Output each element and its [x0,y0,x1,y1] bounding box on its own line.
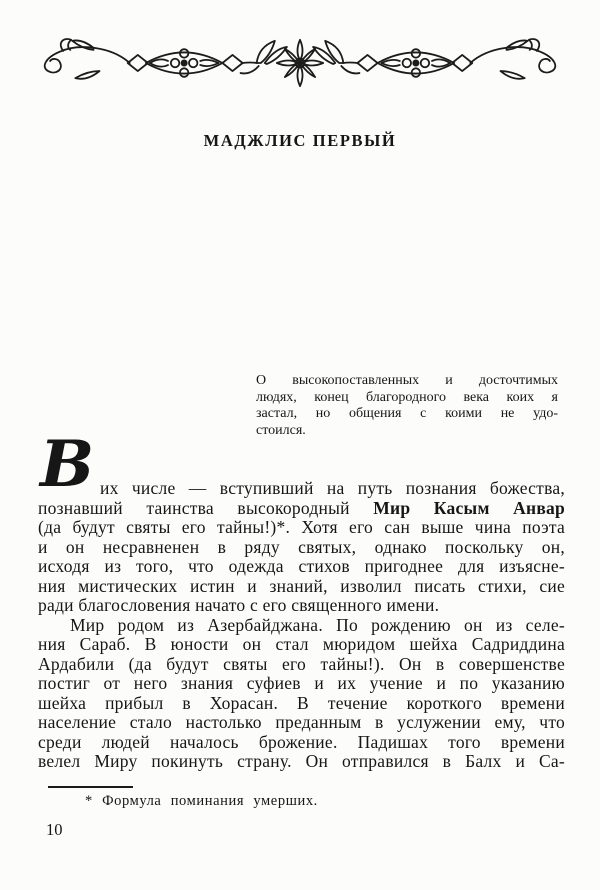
footnote-divider [48,786,133,788]
floral-ornament-icon [33,34,567,92]
body-text-segment: познавший таинства высокородный [38,497,350,518]
page-number: 10 [46,820,63,839]
body-line: ради благословения начато с его священного имени. [38,595,440,615]
body-line: население стало настолько преданным в услужении ему, что [38,712,565,732]
epigraph-line: застал, но общения с коими не удо- [256,406,558,421]
epigraph-line: людях, конец благородного века коих я [256,389,558,405]
body-line: их числе — вступивший на путь познания божества, [100,478,565,498]
epigraph [256,373,558,439]
body-line: исходя из того, что одежда стихов пригоднее для изъясне- [38,556,565,576]
body-line: среди людей началось брожение. Падишах того времени [38,731,565,752]
body-line: шейха прибыл в Хорасан. В течение короткого времени [38,692,565,713]
body-line: (да будут святы его тайны!)*. Хотя его сан выше чина поэта [38,517,565,537]
body-line: велел Миру покинуть страну. Он отправился в Балх и Са- [38,751,565,771]
epigraph-line: стоился. [256,422,306,438]
chapter-heading: МАДЖЛИС ПЕРВЫЙ [203,131,397,150]
body-line: Мир родом из Азербайджана. По рождению он из селе- [70,614,565,635]
dropcap-initial: В [40,427,95,502]
footnote: * Формула поминания умерших. [85,793,318,809]
body-line: постиг от него знания суфиев и их учение и по указанию [38,673,565,693]
body-line [38,499,565,519]
body-line: ния Сараб. В юности он стал мюридом шейха Садриддина [38,634,565,654]
body-line: ния мистических истин и знаний, изволил писать стихи, сие [38,575,565,596]
body-line: Ардабили (да будут святы его тайны!). Он в совершенстве [38,653,565,674]
body-line: и он несравненен в ряду святых, однако поскольку он, [38,536,565,557]
epigraph-line: О высокопоставленных и досточтимых [256,373,558,388]
person-name-bold: Мир Касым Анвар [373,497,566,518]
